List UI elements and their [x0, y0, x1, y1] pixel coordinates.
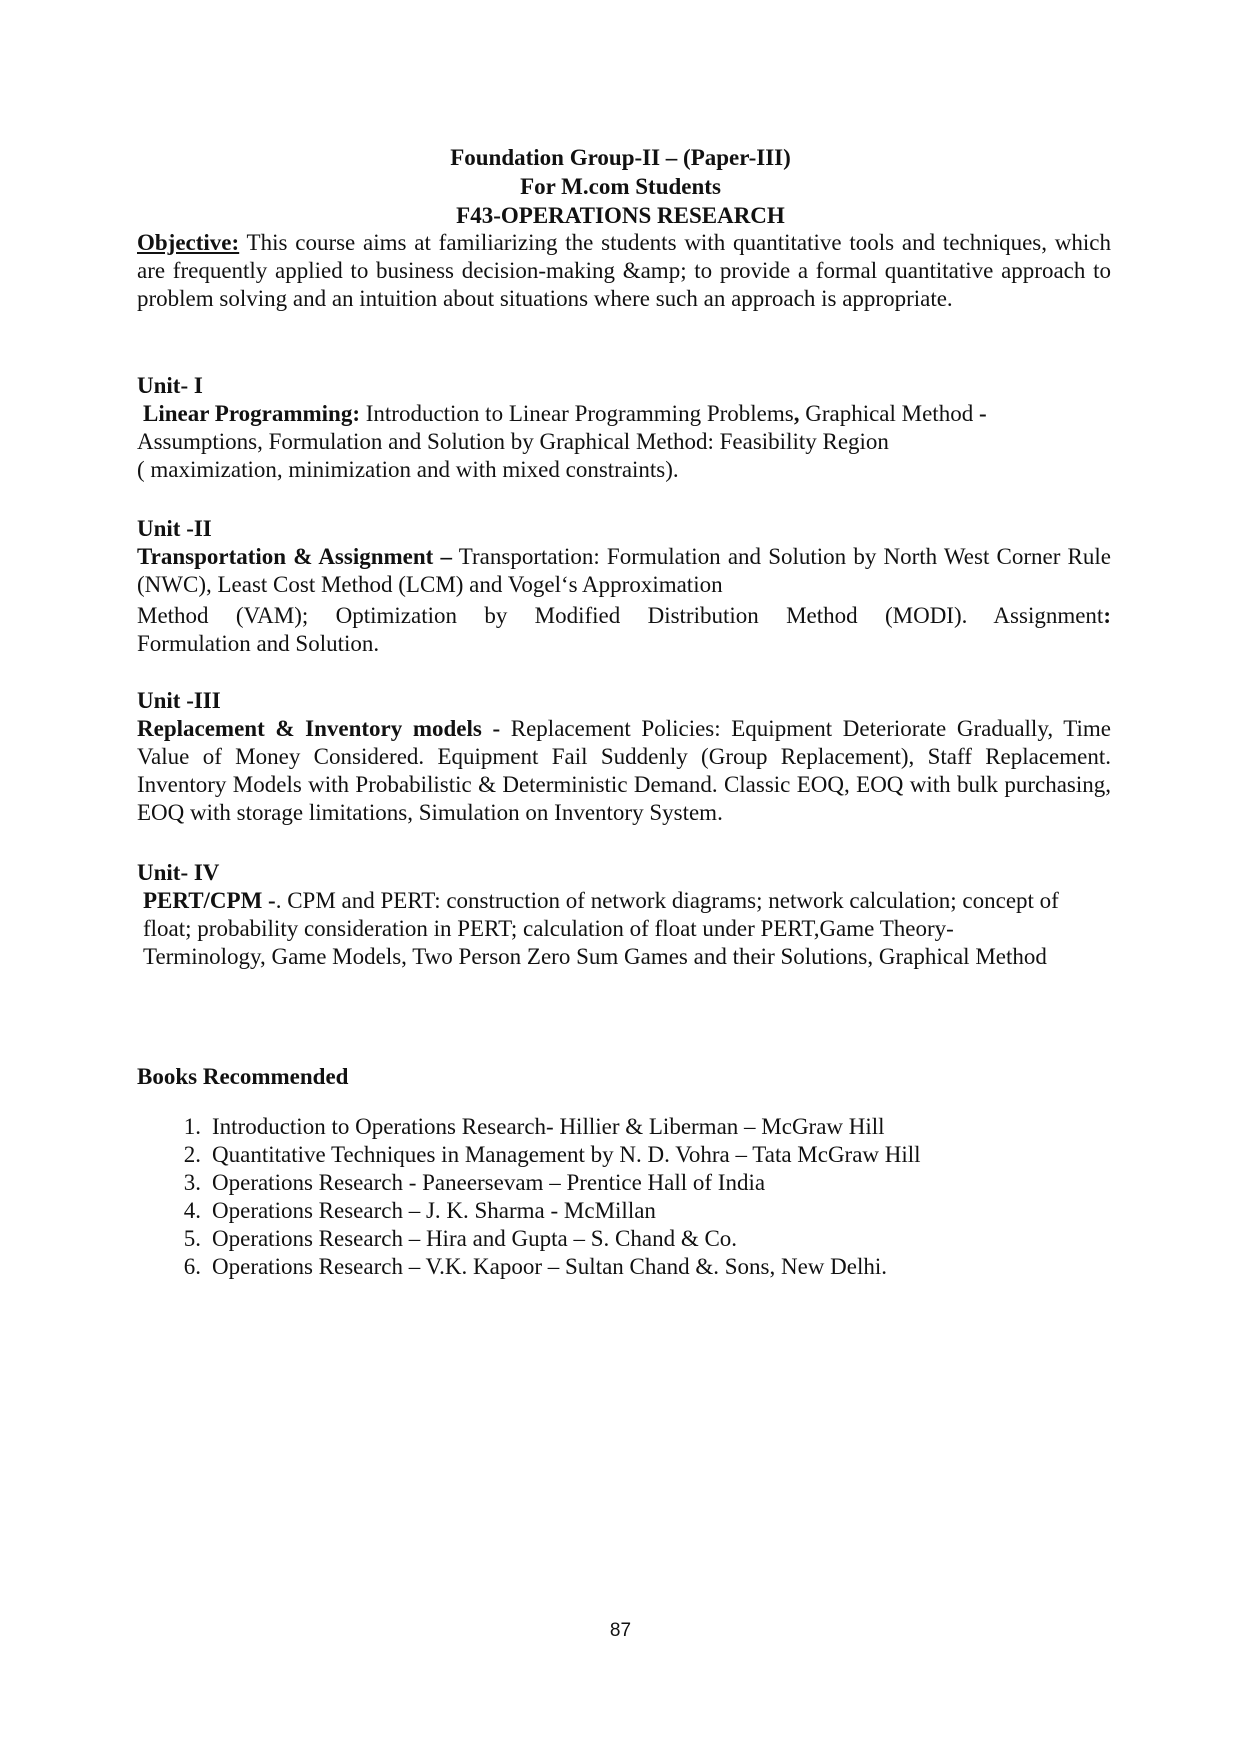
books-recommended-title: Books Recommended [137, 1064, 349, 1089]
page-number: 87 [609, 1620, 632, 1641]
heading-line-students: For M.com Students [520, 174, 721, 199]
book-number: 6. [183, 1254, 201, 1279]
unit-2-body-b [137, 602, 1111, 630]
unit-1-body [137, 400, 1111, 428]
unit-2-text-a: Transportation: Formulation and Solution by North West Corner Rule (NWC), Least Cost Method (LCM) and Vogel‘s Approximation [137, 544, 1111, 597]
unit-3-section [137, 687, 1111, 827]
unit-3-topic: Replacement & Inventory models - [137, 716, 501, 741]
unit-1-text-b: Graphical Method [799, 401, 979, 426]
unit-3-text-a: Replacement Policies: Equipment Deteriorate Gradually, Time Value of Money Considered. Equipment Fail Suddenly (Group Replacement), Staff Replacement. Inventory Models with Probabilistic & Deterministic Demand. Classic EOQ, EOQ with bulk purchasing, EOQ with storage limitations, Simulation on Inventory System. [137, 716, 1112, 825]
heading-line-course: F43-OPERATIONS RESEARCH [456, 203, 785, 228]
book-text: Operations Research – Hira and Gupta – S. Chand & Co. [212, 1226, 738, 1251]
unit-1-topic: Linear Programming: [143, 401, 360, 426]
unit-1-section [137, 372, 1111, 484]
unit-3-body [137, 715, 1111, 827]
books-list [137, 1113, 1097, 1281]
objective-paragraph [137, 229, 1111, 313]
unit-4-topic: PERT/CPM - [143, 888, 276, 913]
book-text: Operations Research – V.K. Kapoor – Sultan Chand &. Sons, New Delhi. [212, 1254, 888, 1279]
book-number: 2. [183, 1142, 201, 1167]
list-item [137, 1113, 1097, 1141]
unit-1-title: Unit- I [137, 373, 203, 398]
unit-4-text-a: . CPM and PERT: construction of network diagrams; network calculation; concept of float; probability consideration in PERT; calculation of float under PERT,Game Theory-Terminology, Game Models, Two Person Zero Sum Games and their Solutions, Graphical Method [143, 888, 1059, 969]
unit-2-title: Unit -II [137, 516, 212, 541]
unit-1-text-a: Introduction to Linear Programming Problems [359, 401, 794, 426]
list-item [137, 1169, 1097, 1197]
book-text: Operations Research – J. K. Sharma - McMillan [212, 1198, 656, 1223]
unit-4-section [137, 859, 1111, 971]
unit-2-text-c: Formulation and Solution. [137, 631, 380, 656]
unit-2-topic: Transportation & Assignment – [137, 544, 453, 569]
list-item [137, 1141, 1097, 1169]
unit-3-title: Unit -III [137, 688, 221, 713]
objective-label: Objective: [137, 230, 240, 255]
unit-1-sep-a: , [793, 401, 800, 426]
book-number: 1. [183, 1114, 201, 1139]
unit-2-sep-b: : [1103, 603, 1111, 628]
book-number: 4. [183, 1198, 201, 1223]
book-number: 5. [183, 1226, 201, 1251]
objective-text: This course aims at familiarizing the students with quantitative tools and techniques, which are frequently applied to business decision-making &amp; to provide a formal quantitative approach to problem solving and an intuition about situations where such an approach is appropriate. [137, 230, 1111, 311]
unit-2-text-b: Method (VAM); Optimization by Modified Distribution Method (MODI). Assignment [137, 603, 1104, 628]
book-text: Operations Research - Paneersevam – Prentice Hall of India [212, 1170, 766, 1195]
list-item [137, 1225, 1097, 1253]
unit-4-title: Unit- IV [137, 860, 220, 885]
list-item [137, 1197, 1097, 1225]
list-item [137, 1253, 1097, 1281]
unit-2-section [137, 515, 1111, 658]
heading-line-group: Foundation Group-II – (Paper-III) [450, 145, 791, 170]
unit-1-sep-b: - [978, 401, 987, 426]
unit-1-text-c: Assumptions, Formulation and Solution by Graphical Method: Feasibility Region ( maximization, minimization and with mixed constraints). [137, 429, 889, 482]
book-number: 3. [183, 1170, 201, 1195]
book-text: Quantitative Techniques in Management by N. D. Vohra – Tata McGraw Hill [212, 1142, 921, 1167]
page-heading [0, 143, 1241, 230]
unit-2-body [137, 543, 1111, 599]
unit-4-body [137, 887, 1063, 971]
book-text: Introduction to Operations Research- Hillier & Liberman – McGraw Hill [212, 1114, 885, 1139]
